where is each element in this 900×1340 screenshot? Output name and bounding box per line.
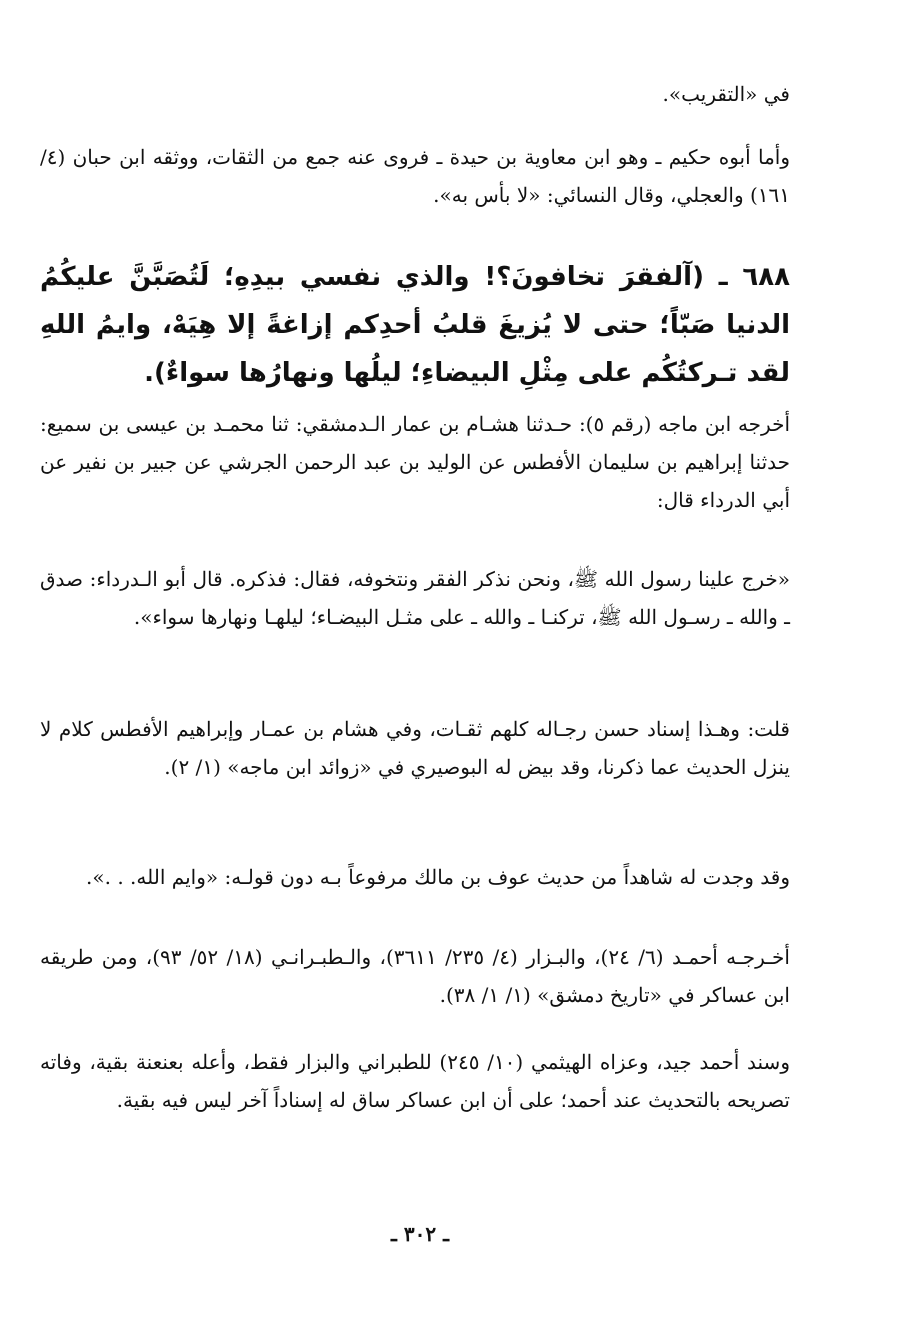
page-number: ـ ٣٠٢ ـ	[391, 1222, 449, 1246]
narrator-note-paragraph: وأما أبوه حكيم ـ وهو ابن معاوية بن حيدة ـ فروى عنه جمع من الثقات، ووثقه ابن حبان (٤/ ١٦١) والعجلي، وقال النسائي: «لا بأس به».	[40, 145, 790, 207]
hadith-quote-paragraph: «خرج علينا رسول الله ﷺ، ونحن نذكر الفقر ونتخوفه، فقال: فذكره. قال أبو الـدرداء: صدق ـ والله ـ رسـول الله ﷺ، تركنـا ـ والله ـ على مثـل البيضـاء؛ ليلهـا ونهارها سواء».	[40, 567, 790, 629]
references-paragraph: أخـرجـه أحمـد (٦/ ٢٤)، والبـزار (٤/ ٢٣٥/ ٣٦١١)، والـطبـرانـي (١٨/ ٥٢/ ٩٣)، ومن طريقه ابن عساكر في «تاريخ دمشق» (١/ ١/ ٣٨).	[40, 945, 790, 1007]
hadith-text-688: ٦٨٨ ـ (آلفقرَ تخافونَ؟! والذي نفسي بيدِهِ؛ لَتُصَبَّنَّ عليكُمُ الدنيا صَبّاً؛ حتى لا يُزيغَ قلبُ أحدِكم إزاغةً إلا هِيَهْ، وايمُ اللهِ لقد تـركتُكُم على مِثْلِ البيضاءِ؛ ليلُها ونهارُها سواءٌ).	[40, 262, 790, 388]
witness-paragraph: وقد وجدت له شاهداً من حديث عوف بن مالك مرفوعاً بـه دون قولـه: «وايم الله. . .».	[86, 865, 790, 889]
isnad-assessment-paragraph: وسند أحمد جيد، وعزاه الهيثمي (١٠/ ٢٤٥) للطبراني والبزار فقط، وأعله بعنعنة بقية، وفاته تصريحه بالتحديث عند أحمد؛ على أن ابن عساكر ساق له إسناداً آخر ليس فيه بقية.	[40, 1050, 790, 1112]
takhrij-paragraph: أخرجه ابن ماجه (رقم ٥): حـدثنا هشـام بن عمار الـدمشقي: ثنا محمـد بن عيسى بن سميع: حدثنا إبراهيم بن سليمان الأفطس عن الوليد بن عبد الرحمن الجرشي عن جبير بن نفير عن أبي الدرداء قال:	[40, 412, 791, 512]
continuation-line: في «التقريب».	[662, 82, 790, 106]
commentary-paragraph: قلت: وهـذا إسناد حسن رجـاله كلهم ثقـات، وفي هشام بن عمـار وإبراهيم الأفطس كلام لا ينزل الحديث عما ذكرنا، وقد بيض له البوصيري في «زوائد ابن ماجه» (١/ ٢).	[40, 717, 790, 779]
